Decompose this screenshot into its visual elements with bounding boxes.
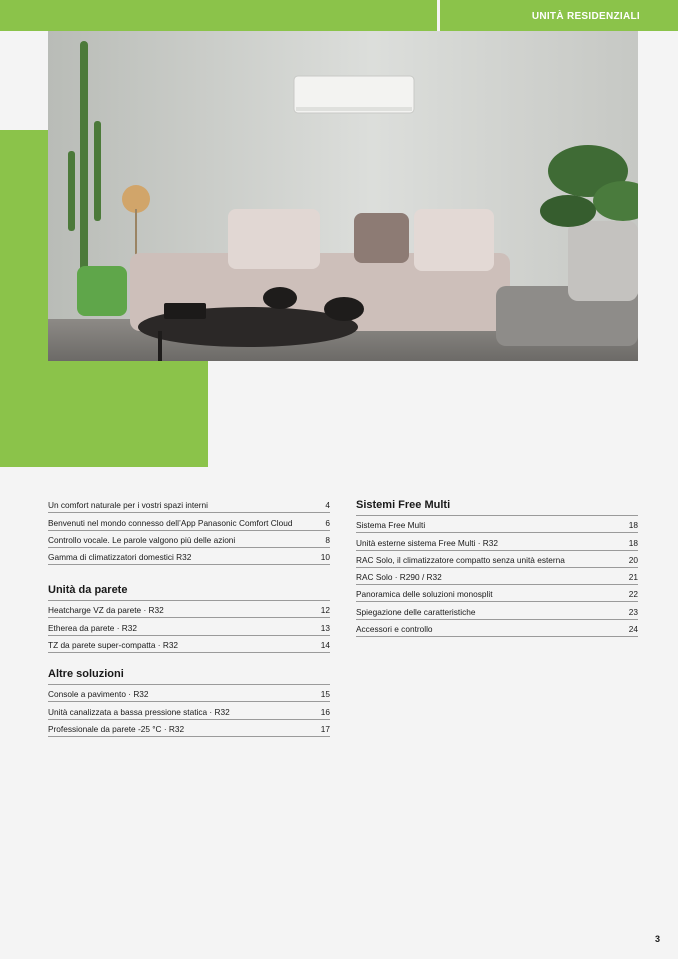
toc-entry-page: 15 <box>320 689 330 700</box>
toc-entry-page: 14 <box>320 640 330 651</box>
toc-entry[interactable] <box>48 496 330 513</box>
toc-multi-list <box>356 496 638 637</box>
toc-entry[interactable] <box>48 601 330 618</box>
toc-entry-title: Unità esterne sistema Free Multi · R32 <box>356 537 499 548</box>
toc-entry-title: Un comfort naturale per i vostri spazi interni <box>48 500 209 511</box>
toc-entry[interactable] <box>48 548 330 565</box>
toc-entry-page: 16 <box>320 706 330 717</box>
living-room-photo <box>48 31 638 361</box>
top-band-divider <box>437 0 440 31</box>
toc-entry-page: 8 <box>325 534 330 545</box>
toc-section-heading: Altre soluzioni <box>48 665 330 685</box>
toc-entry-title: Console a pavimento · R32 <box>48 689 149 700</box>
toc-other-list <box>48 665 330 737</box>
toc-entry[interactable] <box>356 585 638 602</box>
toc-entry-page: 6 <box>325 517 330 528</box>
toc-entry-title: Etherea da parete · R32 <box>48 622 138 633</box>
toc-entry[interactable] <box>48 720 330 737</box>
toc-entry[interactable] <box>356 551 638 568</box>
toc-entry[interactable] <box>356 568 638 585</box>
toc-entry-page: 23 <box>628 606 638 617</box>
toc-entry[interactable] <box>48 513 330 530</box>
section-tag: UNITÀ RESIDENZIALI <box>531 11 640 22</box>
toc-entry-title: Gamma di climatizzatori domestici R32 <box>48 552 192 563</box>
toc-entry-title: Professionale da parete -25 °C · R32 <box>48 723 185 734</box>
toc-entry[interactable] <box>48 636 330 653</box>
toc-entry-page: 24 <box>628 624 638 635</box>
toc-section-heading: Sistemi Free Multi <box>356 496 638 516</box>
toc-entry-title: Benvenuti nel mondo connesso dell’App Panasonic Comfort Cloud <box>48 517 293 528</box>
page-number: 3 <box>654 934 660 944</box>
toc-entry-title: Unità canalizzata a bassa pressione statica · R32 <box>48 706 230 717</box>
toc-entry[interactable] <box>48 702 330 719</box>
toc-entry-title: Panoramica delle soluzioni monosplit <box>356 589 493 600</box>
toc-section-heading: Unità da parete <box>48 581 330 601</box>
toc-entry-page: 20 <box>628 554 638 565</box>
toc-entry[interactable] <box>48 618 330 635</box>
toc-entry-title: RAC Solo, il climatizzatore compatto senza unità esterna <box>356 554 565 565</box>
toc-entry[interactable] <box>48 685 330 702</box>
toc-entry[interactable] <box>356 602 638 619</box>
toc-entry[interactable] <box>356 533 638 550</box>
toc-entry-title: TZ da parete super-compatta · R32 <box>48 640 179 651</box>
toc-entry-page: 17 <box>320 723 330 734</box>
air-conditioner-unit <box>294 76 414 113</box>
toc-entry[interactable] <box>356 620 638 637</box>
toc-entry-page: 10 <box>320 552 330 563</box>
toc-entry-page: 13 <box>320 622 330 633</box>
toc-entry-page: 18 <box>628 537 638 548</box>
toc-entry-page: 12 <box>320 605 330 616</box>
toc-entry-title: Accessori e controllo <box>356 624 433 635</box>
toc-intro-list <box>48 496 330 653</box>
toc-entry-title: Spiegazione delle caratteristiche <box>356 606 476 617</box>
toc-entry[interactable] <box>356 516 638 533</box>
toc-entry[interactable] <box>48 531 330 548</box>
toc-entry-title: Controllo vocale. Le parole valgono più delle azioni <box>48 534 236 545</box>
toc-entry-page: 4 <box>325 500 330 511</box>
toc-entry-page: 21 <box>628 572 638 583</box>
toc-entry-page: 18 <box>628 520 638 531</box>
toc-entry-title: RAC Solo · R290 / R32 <box>356 572 442 583</box>
toc-entry-title: Sistema Free Multi <box>356 520 426 531</box>
toc-entry-page: 22 <box>628 589 638 600</box>
toc-entry-title: Heatcharge VZ da parete · R32 <box>48 605 164 616</box>
